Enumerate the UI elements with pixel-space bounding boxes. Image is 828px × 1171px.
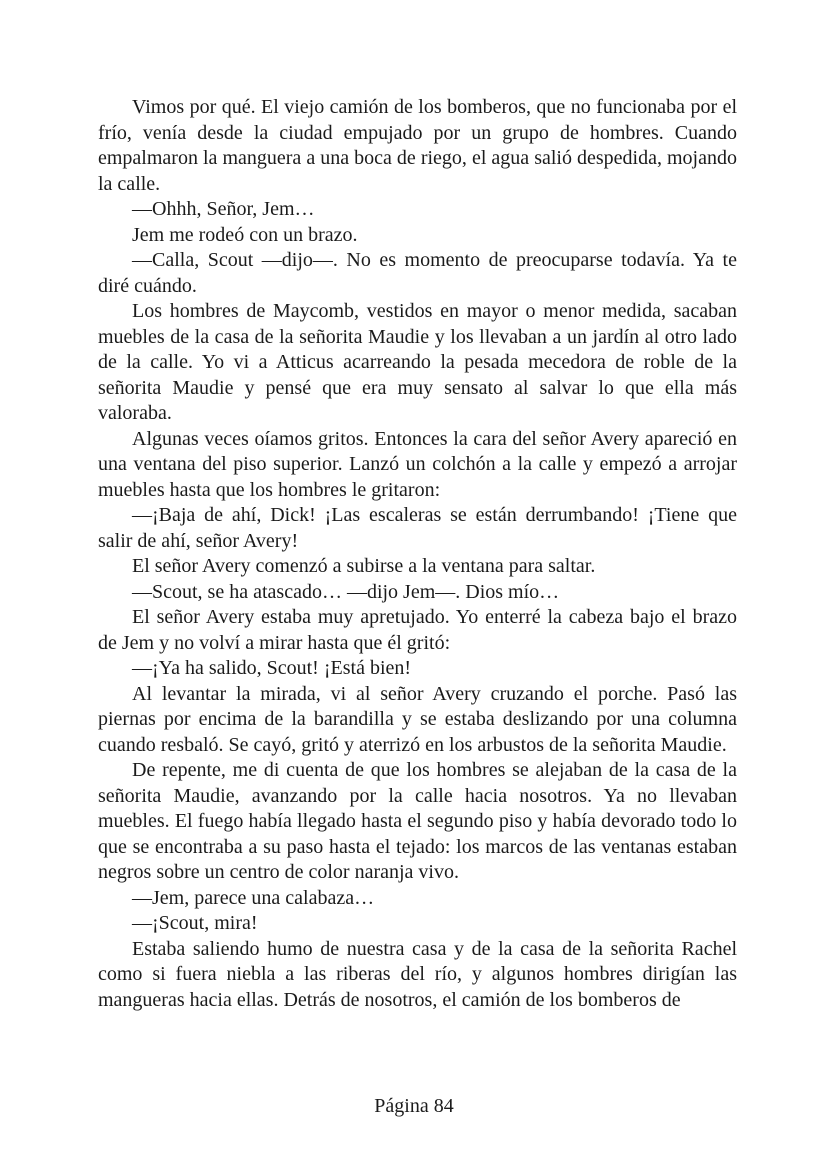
paragraph: Al levantar la mirada, vi al señor Avery cruzando el porche. Pasó las piernas por encima de la barandilla y se estaba deslizando por una columna cuando resbaló. Se cayó, gritó y aterrizó en los arbustos de la señorita Maudie. <box>98 682 737 756</box>
paragraph-dialogue: —¡Baja de ahí, Dick! ¡Las escaleras se están derrumbando! ¡Tiene que salir de ahí, señor Avery! <box>98 504 737 552</box>
paragraph-dialogue: —Jem, parece una calabaza… <box>132 886 375 909</box>
paragraph-dialogue: —Calla, Scout —dijo—. No es momento de preocuparse todavía. Ya te diré cuándo. <box>98 249 737 297</box>
paragraph: Jem me rodeó con un brazo. <box>132 223 358 246</box>
paragraph: Estaba saliendo humo de nuestra casa y de la casa de la señorita Rachel como si fuera niebla a las riberas del río, y algunos hombres dirigían las mangueras hacia ellas. Detrás de nosotros, el camión de los bomberos de <box>98 937 737 1011</box>
paragraph: El señor Avery comenzó a subirse a la ventana para saltar. <box>132 555 596 577</box>
paragraph: Los hombres de Maycomb, vestidos en mayor o menor medida, sacaban muebles de la casa de la señorita Maudie y los llevaban a un jardín al otro lado de la calle. Yo vi a Atticus acarreando la pesada mecedora de roble de la señorita Maudie y pensé que era muy sensato al salvar lo que ella más valoraba. <box>98 300 737 424</box>
paragraph-dialogue: —Scout, se ha atascado… —dijo Jem—. Dios mío… <box>132 580 560 603</box>
paragraph-dialogue: —¡Ya ha salido, Scout! ¡Está bien! <box>132 657 412 679</box>
paragraph: Vimos por qué. El viejo camión de los bomberos, que no funcionaba por el frío, venía desde la ciudad empujado por un grupo de hombres. Cuando empalmaron la manguera a una boca de riego, el agua salió despedida, mojando la calle. <box>98 96 737 195</box>
page-number: Página 84 <box>374 1095 454 1117</box>
page-body-text <box>98 95 737 1013</box>
paragraph: Algunas veces oíamos gritos. Entonces la cara del señor Avery apareció en una ventana del piso superior. Lanzó un colchón a la calle y empezó a arrojar muebles hasta que los hombres le gritaron: <box>98 427 737 501</box>
paragraph: El señor Avery estaba muy apretujado. Yo enterré la cabeza bajo el brazo de Jem y no volví a mirar hasta que él gritó: <box>98 606 737 654</box>
paragraph: De repente, me di cuenta de que los hombres se alejaban de la casa de la señorita Maudie, avanzando por la calle hacia nosotros. Ya no llevaban muebles. El fuego había llegado hasta el segundo piso y había devorado todo lo que se encontraba a su paso hasta el tejado: los marcos de las ventanas estaban negros sobre un centro de color naranja vivo. <box>98 759 737 883</box>
paragraph-dialogue: —¡Scout, mira! <box>132 912 258 934</box>
paragraph-dialogue: —Ohhh, Señor, Jem… <box>132 198 315 220</box>
